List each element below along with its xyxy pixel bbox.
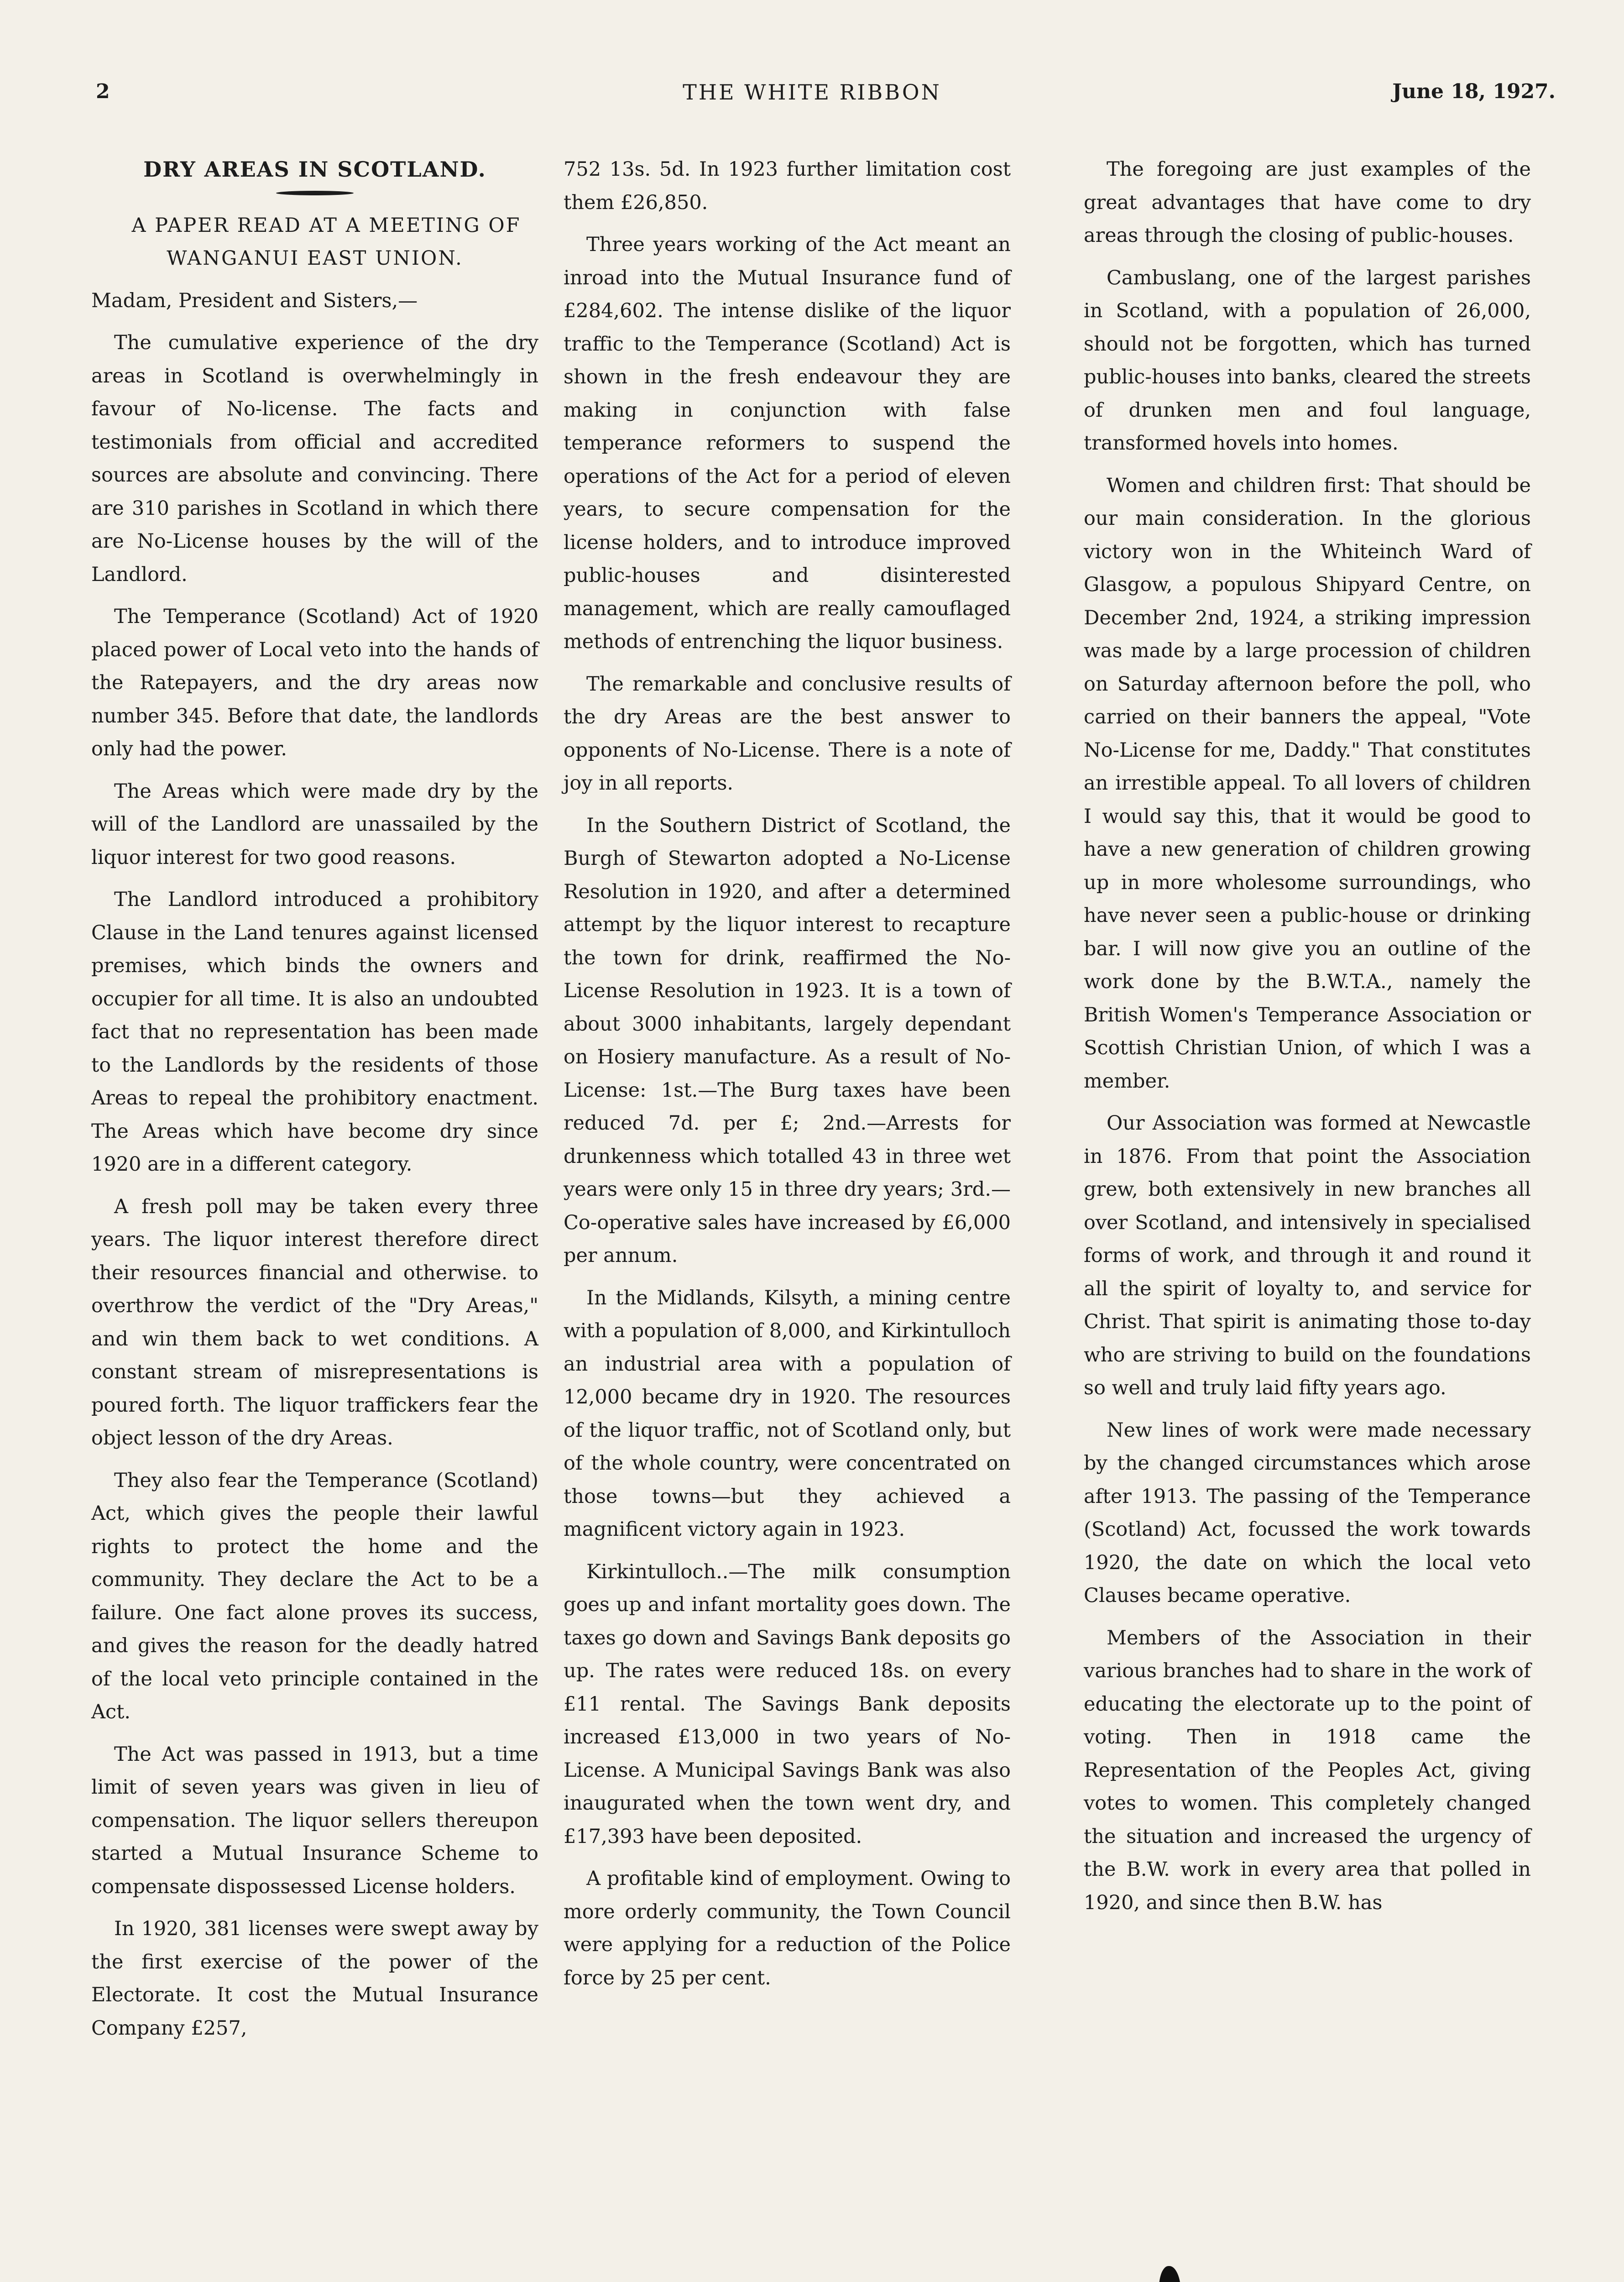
paragraph: Our Association was formed at Newcastle in 1876. From that point the Association grew, both extensively in new branches all over Scotland, and intensively in specialised forms of work, and through it and round it all the spirit of loyalty to, and service for Christ. That spirit is animating those to-day who are striving to build on the foundations so well and truly laid fifty years ago.	[1084, 1112, 1531, 1399]
paragraph: Three years working of the Act meant an inroad into the Mutual Insurance fund of £284,602. The intense dislike of the liquor traffic to the Temperance (Scotland) Act is shown in the fresh endeavour they are making in conjunction with false temperance reformers to suspend the operations of the Act for a period of eleven years, to secure compensation for the license holders, and to introduce improved public-houses and disinterested management, which are really camouflaged methods of entrenching the liquor business.	[564, 233, 1011, 653]
column-1	[91, 153, 538, 2054]
paragraph: The Landlord introduced a prohibitory Clause in the Land tenures against licensed premises, which binds the owners and occupier for all time. It is also an undoubted fact that no representation has been made to the Landlords by the residents of those Areas to repeal the prohibitory enactment. The Areas which have become dry since 1920 are in a different category.	[91, 888, 538, 1176]
paragraph: The cumulative experience of the dry areas in Scotland is overwhelmingly in favour of No-license. The facts and testimonials from official and accredited sources are absolute and convincing. There are 310 parishes in Scotland in which there are No-License houses by the will of the Landlord.	[91, 331, 538, 586]
paragraph: A fresh poll may be taken every three years. The liquor interest therefore direct their resources financial and otherwise. to overthrow the verdict of the "Dry Areas," and win them back to wet conditions. A constant stream of misrepresentations is poured forth. The liquor traffickers fear the object lesson of the dry Areas.	[91, 1195, 538, 1450]
paragraph: In 1920, 381 licenses were swept away by the first exercise of the power of the Electorate. It cost the Mutual Insurance Company £257,	[91, 1917, 538, 2040]
paragraph: A profitable kind of employment. Owing to more orderly community, the Town Council were applying for a reduction of the Police force by 25 per cent.	[564, 1867, 1011, 1989]
paragraph: Women and children first: That should be our main consideration. In the glorious victory won in the Whiteinch Ward of Glasgow, a populous Shipyard Centre, on December 2nd, 1924, a striking impression was made by a large procession of children on Saturday afternoon before the poll, who carried on their banners the appeal, "Vote No-License for me, Daddy." That constitutes an irrestible appeal. To all lovers of children I would say this, that it would be good to have a new generation of children growing up in more wholesome surroundings, who have never seen a public-house or drinking bar. I will now give you an outline of the work done by the B.W.T.A., namely the British Women's Temperance Association or Scottish Christian Union, of which I was a member.	[1084, 474, 1531, 1093]
paragraph: The remarkable and conclusive results of the dry Areas are the best answer to opponents of No-License. There is a note of joy in all reports.	[564, 672, 1011, 795]
paragraph: Cambuslang, one of the largest parishes in Scotland, with a population of 26,000, should not be forgotten, which has turned public-houses into banks, cleared the streets of drunken men and foul language, transformed hovels into homes.	[1084, 266, 1531, 455]
paragraph: The foregoing are just examples of the great advantages that have come to dry areas through the closing of public-houses.	[1084, 158, 1531, 247]
publication-title: THE WHITE RIBBON	[683, 80, 941, 105]
paragraph: The Act was passed in 1913, but a time limit of seven years was given in lieu of compensation. The liquor sellers thereupon started a Mutual Insurance Scheme to compensate dispossessed License holders.	[91, 1743, 538, 1898]
page-header	[0, 80, 1624, 130]
paragraph: Kirkintulloch..—The milk consumption goes up and infant mortality goes down. The taxes go down and Savings Bank deposits go up. The rates were reduced 18s. on every £11 rental. The Savings Bank deposits increased £13,000 in two years of No-License. A Municipal Savings Bank was also inaugurated when the town went dry, and £17,393 have been deposited.	[564, 1560, 1011, 1848]
paragraph: The Temperance (Scotland) Act of 1920 placed power of Local veto into the hands of the Ratepayers, and the dry areas now number 345. Before that date, the landlords only had the power.	[91, 605, 538, 760]
paragraph: 752 13s. 5d. In 1923 further limitation cost them £26,850.	[564, 158, 1011, 214]
column-2	[564, 153, 1011, 2004]
paragraph: In the Southern District of Scotland, the Burgh of Stewarton adopted a No-License Resolution in 1920, and after a determined attempt by the liquor interest to recapture the town for drink, reaffirmed the No-License Resolution in 1923. It is a town of about 3000 inhabitants, largely dependant on Hosiery manufacture. As a result of No-License: 1st.—The Burg taxes have been reduced 7d. per £; 2nd.—Arrests for drunkenness which totalled 43 in three wet years were only 15 in three dry years; 3rd.—Co-operative sales have increased by £6,000 per annum.	[564, 814, 1011, 1267]
issue-date: June 18, 1927.	[1392, 80, 1556, 103]
paragraph: New lines of work were made necessary by the changed circumstances which arose after 1913. The passing of the Temperance (Scotland) Act, focussed the work towards 1920, the date on which the local veto Clauses became operative.	[1084, 1418, 1531, 1607]
ink-blot	[1159, 2266, 1181, 2282]
article-title: DRY AREAS IN SCOTLAND.	[143, 157, 486, 182]
ornament-rule	[276, 191, 354, 195]
article-subtitle: A PAPER READ AT A MEETING OF WANGANUI EAST UNION.	[131, 214, 521, 270]
paragraph: They also fear the Temperance (Scotland) Act, which gives the people their lawful rights to protect the home and the community. They declare the Act to be a failure. One fact alone proves its success, and gives the reason for the deadly hatred of the local veto principle contained in the Act.	[91, 1469, 538, 1723]
page-number: 2	[96, 80, 110, 103]
paragraph: The Areas which were made dry by the will of the Landlord are unassailed by the liquor interest for two good reasons.	[91, 780, 538, 869]
salutation: Madam, President and Sisters,—	[91, 289, 418, 312]
column-3	[1084, 153, 1531, 1928]
paragraph: Members of the Association in their various branches had to share in the work of educating the electorate up to the point of voting. Then in 1918 came the Representation of the Peoples Act, giving votes to women. This completely changed the situation and increased the urgency of the B.W. work in every area that polled in 1920, and since then B.W. has	[1084, 1626, 1531, 1914]
paragraph: In the Midlands, Kilsyth, a mining centre with a population of 8,000, and Kirkintulloch an industrial area with a population of 12,000 became dry in 1920. The resources of the liquor traffic, not of Scotland only, but of the whole country, were concentrated on those towns—but they achieved a magnificent victory again in 1923.	[564, 1286, 1011, 1541]
